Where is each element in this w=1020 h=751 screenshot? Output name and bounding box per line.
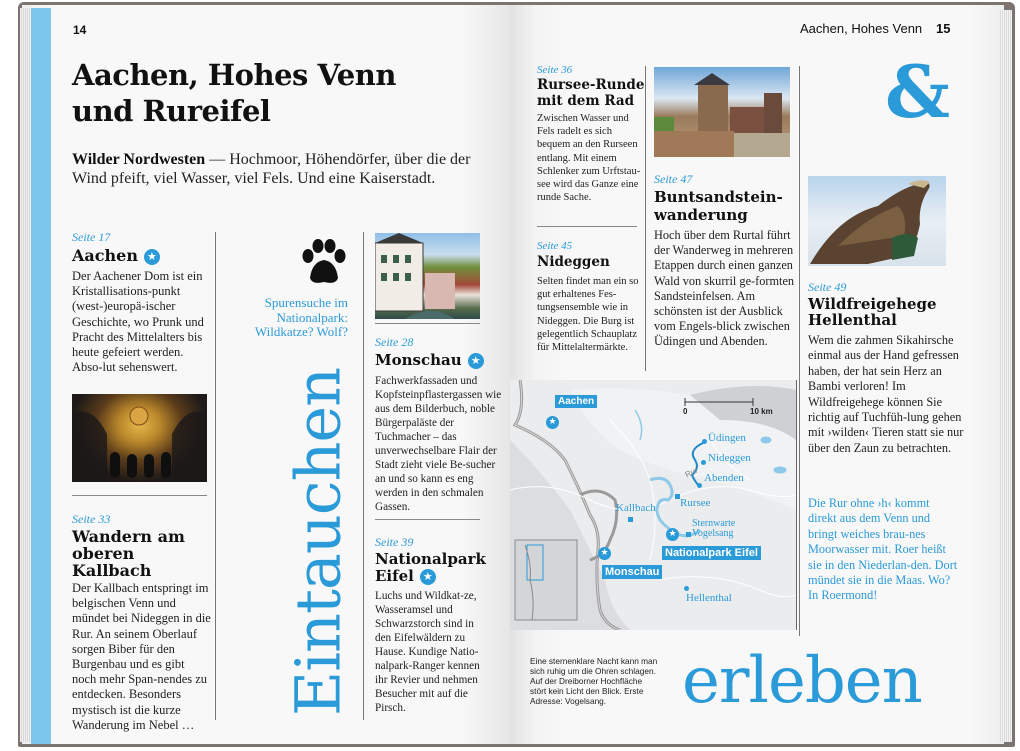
- rur-note: Die Rur ohne ›h‹ kommt direkt aus dem Venn und bringt weiches brau-nes Moorwasser mit. Roer heißt sie in den Niederlan-den. Dort mündet sie in die Maas. Wo? In Roermond!: [808, 496, 958, 603]
- entry-title: Wildfreigehege Hellenthal: [808, 295, 937, 329]
- vertical-word-eintauchen: Eintauchen: [281, 367, 355, 717]
- page-number-right: 15: [936, 21, 951, 36]
- chapter-title: [72, 57, 472, 129]
- paw-caption: Spurensuche im Nationalpark: Wildkatze? Wolf?: [254, 295, 348, 339]
- star-icon: ★: [546, 416, 559, 429]
- entry-text: Der Kallbach entspringt im belgischen Venn und mündet bei Nideggen in die Rur. An seinem Oberlauf sorgen Biber für den Burgenbau und es gibt noch mehr Span-nendes zu entdecken. Besonders mystisch ist die kurze Wanderung im Nebel …: [72, 581, 211, 732]
- page-ref[interactable]: Seite 36: [537, 64, 573, 76]
- photo-eagle: [808, 176, 946, 266]
- divider: [537, 226, 637, 227]
- entry-kallbach: [72, 512, 212, 733]
- chapter-title-line2: und Rureifel: [72, 94, 271, 128]
- entry-text: Wem die zahmen Sikahirsche einmal aus der Hand gefressen haben, der hat sein Herz an Bambi verloren! Im Wildfreigehege können Sie richtig auf Tuchfüh-lung gehen mit ›wilden‹ Tieren statt sie nur über den Zaun zu betrachten.: [808, 333, 964, 455]
- lead-dash: —: [205, 151, 230, 168]
- page-ref[interactable]: Seite 49: [808, 280, 847, 294]
- ampersand: &: [885, 49, 951, 134]
- chapter-color-bar: [31, 8, 51, 744]
- map-label-nideggen[interactable]: Nideggen: [708, 452, 751, 464]
- chapter-lead: [72, 150, 492, 188]
- star-icon: ★: [468, 353, 484, 369]
- map-label-sternwarte[interactable]: Sternwarte: [692, 518, 736, 529]
- entry-aachen: [72, 230, 212, 375]
- scale-start: 0: [683, 407, 688, 416]
- page-ref[interactable]: Seite 45: [537, 240, 573, 252]
- map-label-hellenthal[interactable]: Hellenthal: [686, 592, 732, 604]
- photo-monschau: [375, 233, 480, 319]
- entry-title: [375, 351, 505, 370]
- entry-rursee: [537, 64, 647, 204]
- entry-nideggen: [537, 240, 647, 354]
- map-label-udingen[interactable]: Üdingen: [708, 432, 746, 444]
- map-point: [697, 483, 702, 488]
- eagle-illustration: [808, 176, 946, 266]
- lead-bold: Wilder Nordwesten: [72, 151, 206, 168]
- big-word-erleben: erleben: [682, 644, 922, 718]
- page-ref[interactable]: Seite 17: [72, 230, 111, 244]
- entry-monschau: [375, 335, 505, 514]
- entry-nationalpark: [375, 535, 490, 715]
- column-divider: [645, 66, 646, 371]
- star-icon: ★: [144, 249, 160, 265]
- night-note: Eine sternenklare Nacht kann man sich ruhig um die Ohren schlagen. Auf der Dreiborner Hochfläche stört kein Licht den Blick. Erste Adresse: Vogelsang.: [530, 656, 658, 706]
- entry-title: [375, 551, 490, 585]
- page-number-left: 14: [73, 23, 87, 37]
- star-icon: ★: [420, 569, 436, 585]
- divider: [375, 519, 480, 520]
- photo-nideggen-castle: [654, 67, 790, 157]
- column-divider: [363, 232, 364, 720]
- star-icon: ★: [666, 528, 679, 541]
- entry-text: Luchs und Wildkat-ze, Wasseramsel und Schwarzstorch sind in den Eifelwäldern zu Hause. Kundige Natio-nalpark-Ranger kennen ihr Revier und nehmen Besucher mit auf die Pirsch.: [375, 590, 480, 714]
- entry-title-text: Nationalpark Eifel: [375, 550, 486, 585]
- lead-text: Hochmoor, Höhendörfer, über die der Wind pfeift, viel Wasser, viel Fels. Und eine Kaiserstadt.: [72, 151, 471, 187]
- map-point: [628, 517, 633, 522]
- entry-title: Buntsandstein-wanderung: [654, 188, 783, 224]
- map-label-monschau[interactable]: Monschau: [602, 565, 662, 579]
- entry-text: Hoch über dem Rurtal führt der Wanderweg in mehreren Etappen durch einen ganzen Wald von skurril ge-formten Sandsteinfelsen. Am schönsten ist der Ausblick vom Engels-blick zwischen Üdingen und Abenden.: [654, 228, 795, 349]
- map-point: [702, 439, 707, 444]
- map-point: [686, 532, 691, 537]
- map-label-vogelsang[interactable]: Vogelsang: [692, 528, 734, 539]
- map-label-abenden[interactable]: Abenden: [704, 472, 744, 484]
- entry-text: Selten findet man ein so gut erhaltenes Fes-tungsensemble wie in Nideggen. Die Burg ist gelegentlich Schauplatz für Mittelaltermärkte.: [537, 276, 639, 354]
- chapter-title-line1: Aachen, Hohes Venn: [72, 58, 396, 92]
- vertical-word-container: [281, 367, 355, 717]
- page-ref[interactable]: Seite 47: [654, 172, 693, 186]
- map-label-kallbach[interactable]: Kallbach: [616, 502, 656, 514]
- entry-title: Wandern am oberen Kallbach: [72, 527, 185, 580]
- map-point: [684, 586, 689, 591]
- entry-wildfreigehege: [808, 280, 968, 456]
- map-label-rur: Rur: [683, 465, 700, 480]
- divider: [72, 495, 207, 496]
- page-stack-right: [1000, 10, 1012, 742]
- scale-end: 10 km: [750, 407, 773, 416]
- page-ref[interactable]: Seite 28: [375, 335, 414, 349]
- divider: [375, 323, 480, 324]
- map-label-nationalpark-eifel[interactable]: Nationalpark Eifel: [662, 546, 761, 560]
- star-icon: ★: [598, 547, 611, 560]
- entry-title: [72, 246, 212, 266]
- map-point: [701, 460, 706, 465]
- region-map[interactable]: [510, 380, 796, 630]
- page-ref[interactable]: Seite 33: [72, 512, 111, 526]
- page-ref[interactable]: Seite 39: [375, 535, 414, 549]
- entry-buntsandstein: [654, 172, 799, 350]
- column-divider: [215, 232, 216, 720]
- map-border: [796, 380, 797, 630]
- castle-illustration: [654, 67, 790, 157]
- entry-text: Der Aachener Dom ist ein Kristallisations-punkt (west-)europä-ischer Geschichte, wo Prunk und Pracht des Mittelalters bis heute gefeiert werden. Abso-lut sehenswert.: [72, 269, 204, 375]
- monschau-houses: [375, 233, 480, 319]
- running-head: Aachen, Hohes Venn: [800, 21, 923, 36]
- cathedral-illustration: [72, 394, 207, 482]
- entry-title: Rursee-Runde mit dem Rad: [537, 77, 645, 109]
- column-divider: [799, 66, 800, 636]
- entry-title-text: Monschau: [375, 351, 462, 369]
- map-label-rursee[interactable]: Rursee: [680, 497, 711, 509]
- photo-aachen-cathedral: [72, 394, 207, 482]
- entry-text: Fachwerkfassaden und Kopfsteinpflastergassen wie aus dem Bilderbuch, noble Bürgerpaläste der Tuchmacher – das unverwechselbare Flair der Stadt zieht viele Be-sucher an und so kann es eng werden in den schmalen Gassen.: [375, 375, 502, 513]
- paw-icon: [298, 238, 348, 286]
- entry-title: Nideggen: [537, 254, 610, 270]
- map-label-aachen[interactable]: Aachen: [555, 395, 597, 408]
- entry-text: Zwischen Wasser und Fels radelt es sich bequem an den Rurseen entlang. Mit einem Schlenker zum Urftstau-see wird das Ganze eine runde Sache.: [537, 113, 641, 204]
- entry-title-text: Aachen: [72, 246, 138, 265]
